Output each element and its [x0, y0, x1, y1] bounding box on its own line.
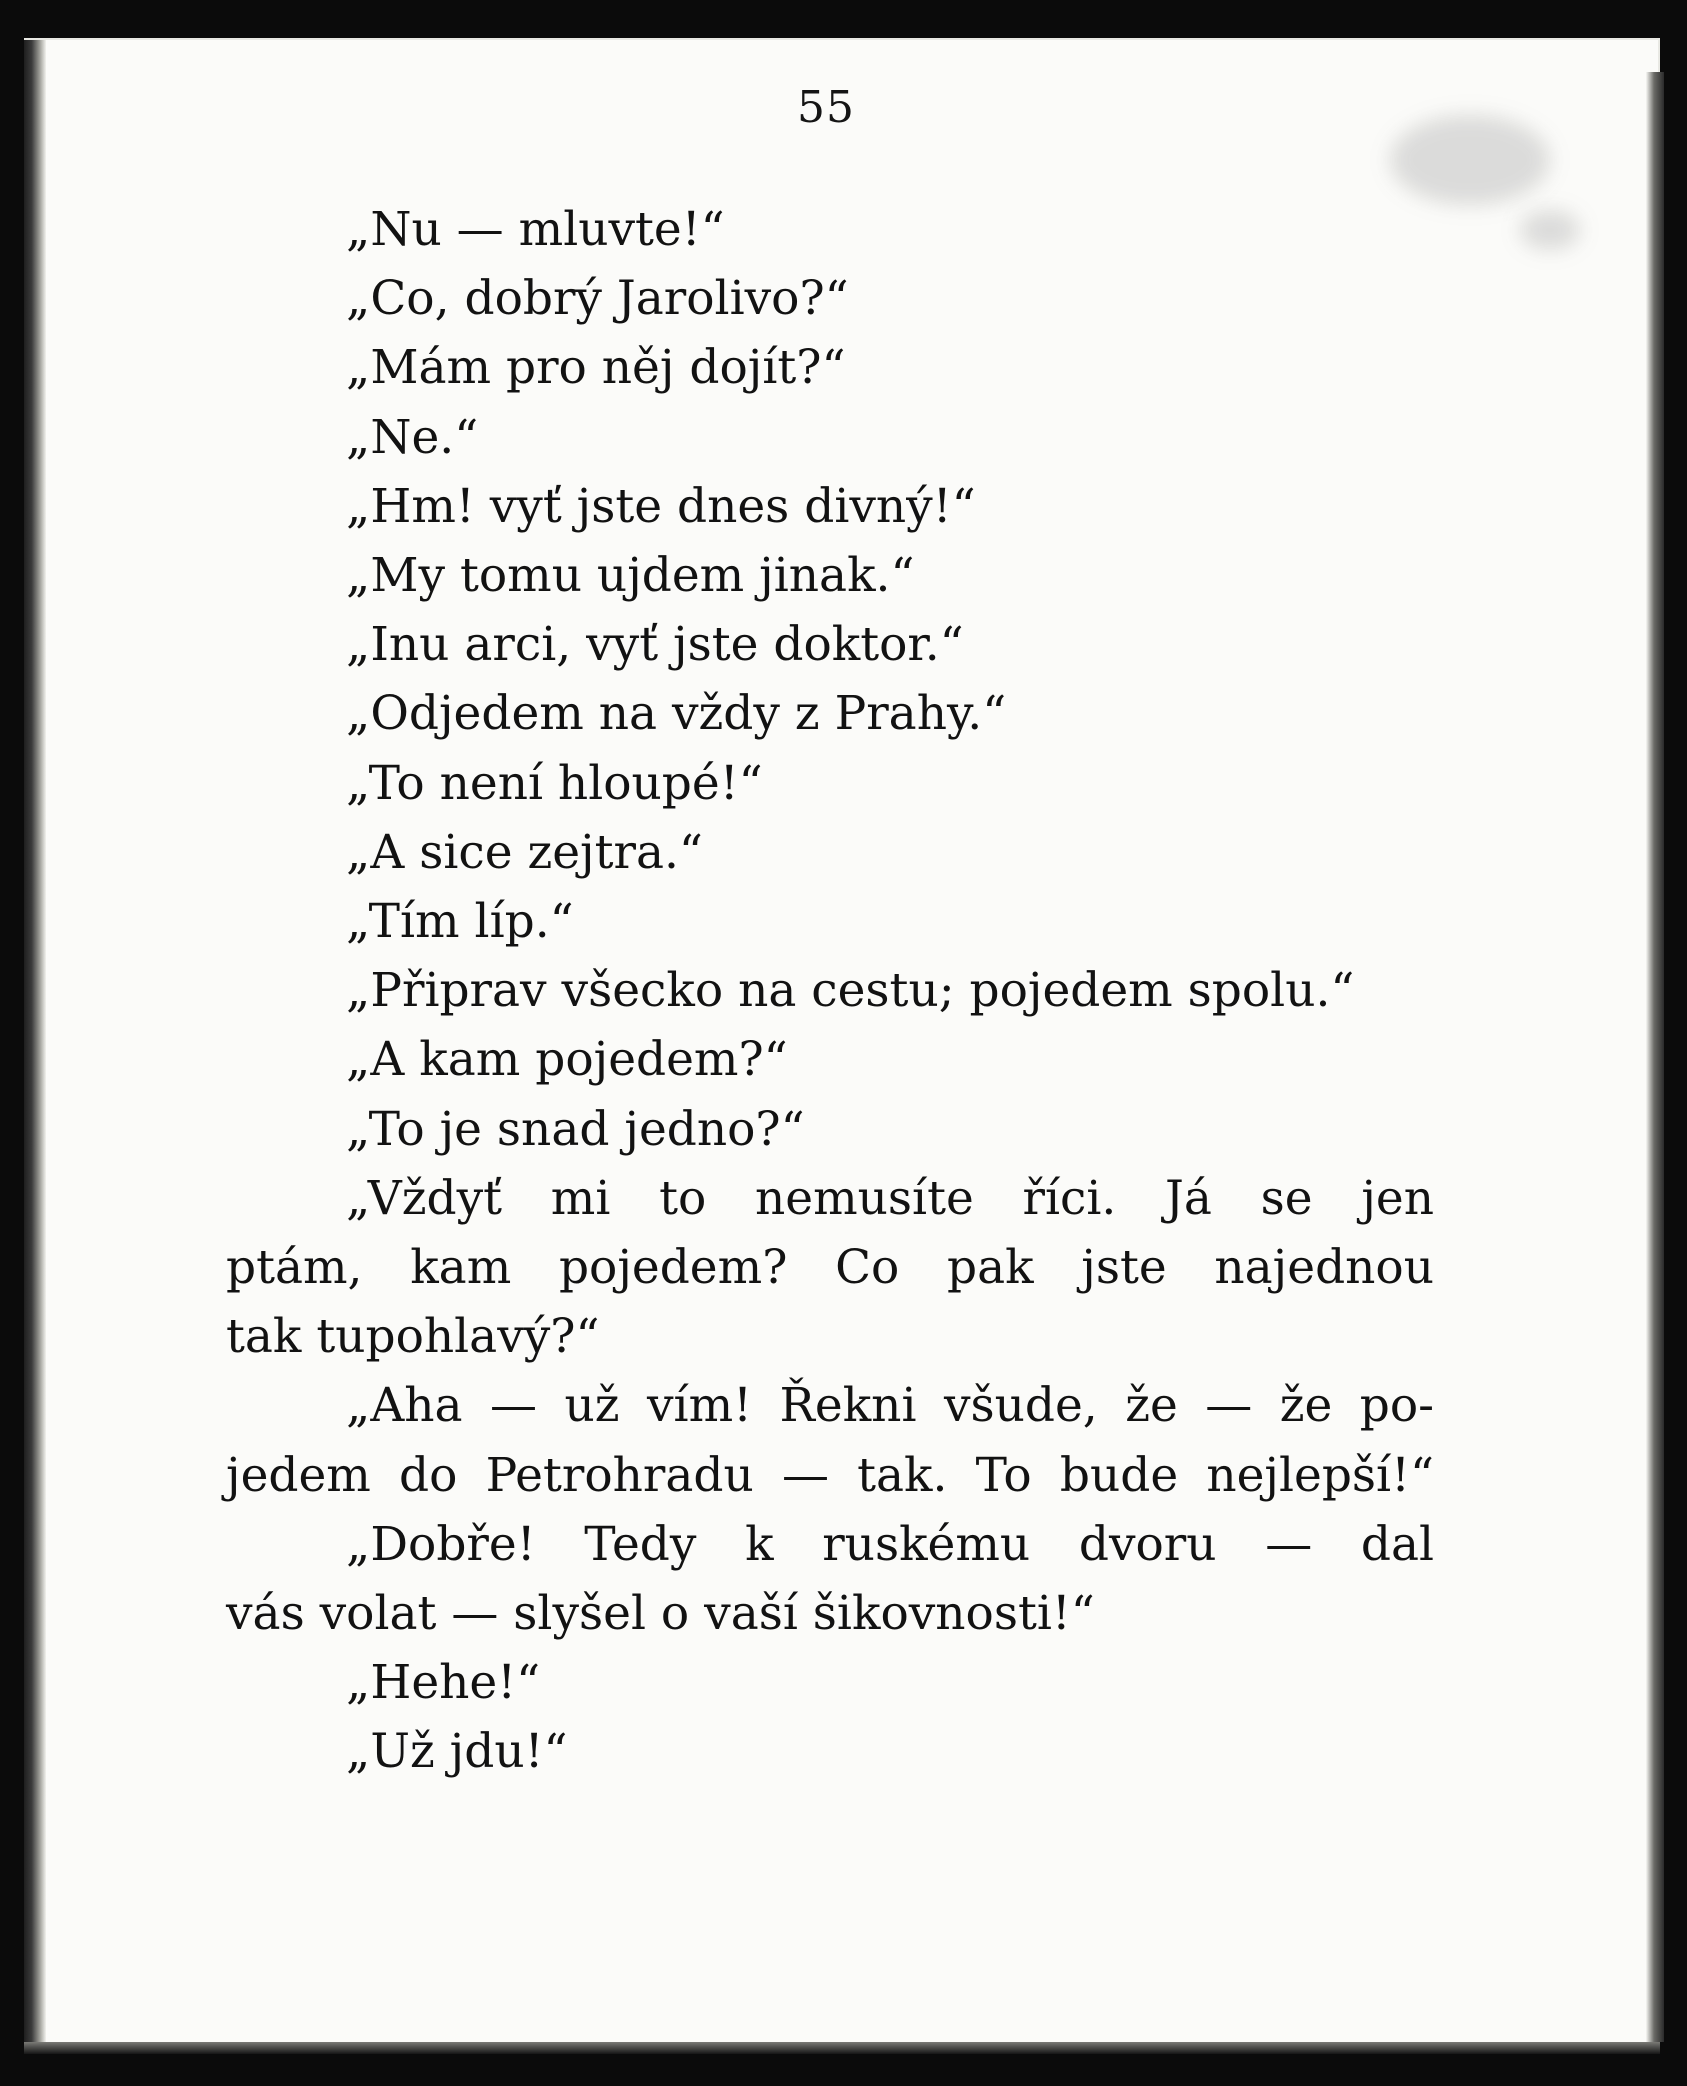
text-line: „Ne.“ [346, 409, 479, 465]
text-line: „Hm! vyť jste dnes divný!“ [346, 478, 976, 534]
text-line: „Aha — už vím! Řekni všude, že — že po- [346, 1378, 1434, 1434]
page-left-edge [24, 40, 46, 2045]
ink-smudge-small [1520, 210, 1580, 250]
text-line: „Dobře! Tedy k ruskému dvoru — dal [346, 1516, 1434, 1572]
text-line: „Odjedem na vždy z Prahy.“ [346, 686, 1007, 742]
text-line: „Vždyť mi to nemusíte říci. Já se jen [346, 1170, 1434, 1226]
text-line: „Mám pro něj dojít?“ [346, 340, 846, 396]
text-line: „A sice zejtra.“ [346, 824, 703, 880]
text-line: „A kam pojedem?“ [346, 1032, 788, 1088]
text-line: „Nu — mluvte!“ [346, 202, 725, 257]
text-line: tak tupohlavý?“ [226, 1309, 600, 1365]
text-line: „Hehe!“ [346, 1655, 541, 1711]
text-line: „Inu arci, vyť jste doktor.“ [346, 617, 964, 673]
page-text [226, 195, 1434, 1787]
text-line: jedem do Petrohradu — tak. To bude nejlepší!“ [226, 1447, 1434, 1503]
page-bottom-edge [24, 2042, 1660, 2054]
text-line: „Připrav všecko na cestu; pojedem spolu.“ [346, 963, 1355, 1019]
text-line: „To je snad jedno?“ [346, 1101, 805, 1157]
ink-smudge [1390, 115, 1550, 205]
page-right-edge [1646, 72, 1664, 2042]
text-line: „Už jdu!“ [346, 1724, 568, 1780]
text-line: „Tím líp.“ [346, 894, 574, 950]
text-line: „To není hloupé!“ [346, 755, 763, 811]
text-line: ptám, kam pojedem? Co pak jste najednou [226, 1240, 1434, 1296]
text-line: „Co, dobrý Jarolivo?“ [346, 271, 849, 327]
text-line: vás volat — slyšel o vaší šikovnosti!“ [226, 1586, 1095, 1642]
page-number: 55 [797, 82, 855, 133]
text-line: „My tomu ujdem jinak.“ [346, 548, 915, 604]
